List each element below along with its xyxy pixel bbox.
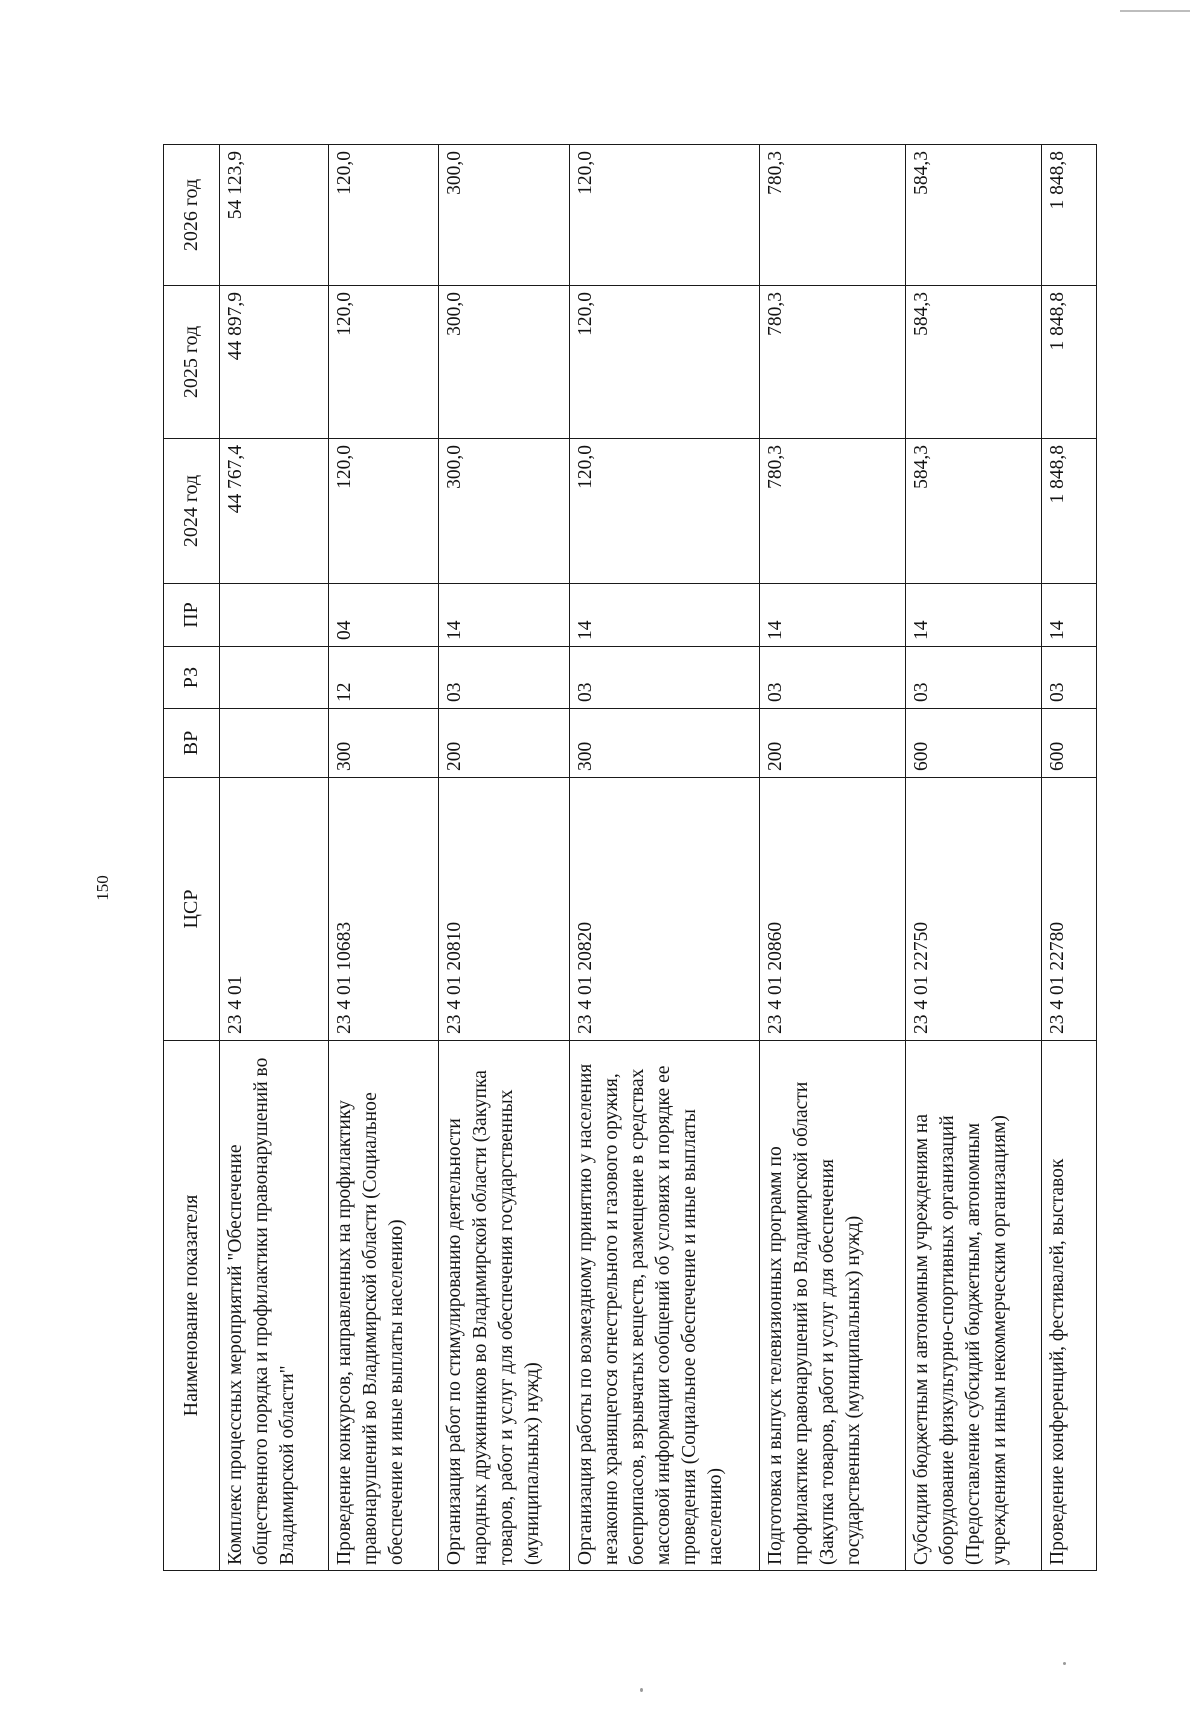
cell-2026: 300,0 bbox=[439, 145, 570, 286]
cell-vr: 200 bbox=[760, 709, 906, 778]
rotated-table-container bbox=[163, 145, 1096, 1571]
cell-name: Комплекс процессных мероприятий "Обеспечение общественного порядка и профилактики правонарушений во Владимирской области" bbox=[220, 1041, 329, 1571]
cell-2024: 1 848,8 bbox=[1042, 439, 1097, 584]
cell-csr: 23 4 01 22750 bbox=[906, 778, 1042, 1041]
cell-rz: 03 bbox=[439, 647, 570, 709]
header-rz: РЗ bbox=[164, 647, 220, 709]
cell-2025: 120,0 bbox=[570, 286, 760, 439]
cell-pr: 04 bbox=[329, 584, 439, 647]
cell-2024: 584,3 bbox=[906, 439, 1042, 584]
cell-vr bbox=[220, 709, 329, 778]
cell-2024: 120,0 bbox=[329, 439, 439, 584]
cell-pr: 14 bbox=[760, 584, 906, 647]
cell-vr: 300 bbox=[329, 709, 439, 778]
cell-2024: 120,0 bbox=[570, 439, 760, 584]
table-header-row bbox=[164, 145, 220, 1571]
cell-2026: 1 848,8 bbox=[1042, 145, 1097, 286]
cell-csr: 23 4 01 bbox=[220, 778, 329, 1041]
cell-csr: 23 4 01 20860 bbox=[760, 778, 906, 1041]
cell-pr bbox=[220, 584, 329, 647]
table-row bbox=[439, 145, 570, 1571]
header-csr: ЦСР bbox=[164, 778, 220, 1041]
cell-pr: 14 bbox=[439, 584, 570, 647]
cell-2024: 300,0 bbox=[439, 439, 570, 584]
cell-name: Проведение конкурсов, направленных на профилактику правонарушений во Владимирской области (Социальное обеспечение и иные выплаты населению) bbox=[329, 1041, 439, 1571]
cell-name: Организация работ по стимулированию деятельности народных дружинников во Владимирской области (Закупка товаров, работ и услуг для обеспечения государственных (муниципальных) нужд) bbox=[439, 1041, 570, 1571]
cell-2024: 44 767,4 bbox=[220, 439, 329, 584]
table-row bbox=[220, 145, 329, 1571]
cell-rz bbox=[220, 647, 329, 709]
cell-name: Проведение конференций, фестивалей, выставок bbox=[1042, 1041, 1097, 1571]
cell-vr: 300 bbox=[570, 709, 760, 778]
cell-rz: 03 bbox=[760, 647, 906, 709]
cell-2025: 780,3 bbox=[760, 286, 906, 439]
cell-2026: 120,0 bbox=[570, 145, 760, 286]
cell-pr: 14 bbox=[570, 584, 760, 647]
cell-2024: 780,3 bbox=[760, 439, 906, 584]
budget-table bbox=[163, 144, 1097, 1571]
cell-rz: 03 bbox=[570, 647, 760, 709]
scan-speck bbox=[1120, 10, 1190, 12]
cell-name: Организация работы по возмездному принятию у населения незаконно хранящегося огнестрельного и газового оружия, боеприпасов, взрывчатых веществ, размещение в средствах массовой информации сообщений об условиях и порядке ее проведения (Социальное обеспечение и иные выплаты населению) bbox=[570, 1041, 760, 1571]
header-vr: ВР bbox=[164, 709, 220, 778]
cell-csr: 23 4 01 22780 bbox=[1042, 778, 1097, 1041]
cell-csr: 23 4 01 20820 bbox=[570, 778, 760, 1041]
cell-2026: 54 123,9 bbox=[220, 145, 329, 286]
header-name: Наименование показателя bbox=[164, 1041, 220, 1571]
table-row bbox=[1042, 145, 1097, 1571]
header-2024: 2024 год bbox=[164, 439, 220, 584]
cell-2026: 584,3 bbox=[906, 145, 1042, 286]
cell-rz: 03 bbox=[1042, 647, 1097, 709]
table-row bbox=[570, 145, 760, 1571]
table-row bbox=[906, 145, 1042, 1571]
cell-rz: 12 bbox=[329, 647, 439, 709]
cell-csr: 23 4 01 10683 bbox=[329, 778, 439, 1041]
cell-2025: 584,3 bbox=[906, 286, 1042, 439]
table-row bbox=[329, 145, 439, 1571]
header-2026: 2026 год bbox=[164, 145, 220, 286]
cell-2025: 44 897,9 bbox=[220, 286, 329, 439]
header-2025: 2025 год bbox=[164, 286, 220, 439]
cell-2026: 780,3 bbox=[760, 145, 906, 286]
cell-pr: 14 bbox=[906, 584, 1042, 647]
cell-rz: 03 bbox=[906, 647, 1042, 709]
header-pr: ПР bbox=[164, 584, 220, 647]
cell-2026: 120,0 bbox=[329, 145, 439, 286]
cell-vr: 600 bbox=[906, 709, 1042, 778]
scan-speck bbox=[640, 1688, 643, 1692]
cell-2025: 1 848,8 bbox=[1042, 286, 1097, 439]
cell-name: Подготовка и выпуск телевизионных программ по профилактике правонарушений во Владимирской области (Закупка товаров, работ и услуг для обеспечения государственных (муниципальных) нужд) bbox=[760, 1041, 906, 1571]
scan-speck bbox=[1063, 1662, 1066, 1665]
table-row bbox=[760, 145, 906, 1571]
cell-vr: 600 bbox=[1042, 709, 1097, 778]
page-number: 150 bbox=[93, 875, 112, 901]
cell-vr: 200 bbox=[439, 709, 570, 778]
cell-name: Субсидии бюджетным и автономным учреждениям на оборудование физкультурно-спортивных организаций (Предоставление субсидий бюджетным, автономным учреждениям и иным некоммерческим организациям) bbox=[906, 1041, 1042, 1571]
cell-pr: 14 bbox=[1042, 584, 1097, 647]
cell-csr: 23 4 01 20810 bbox=[439, 778, 570, 1041]
cell-2025: 300,0 bbox=[439, 286, 570, 439]
cell-2025: 120,0 bbox=[329, 286, 439, 439]
